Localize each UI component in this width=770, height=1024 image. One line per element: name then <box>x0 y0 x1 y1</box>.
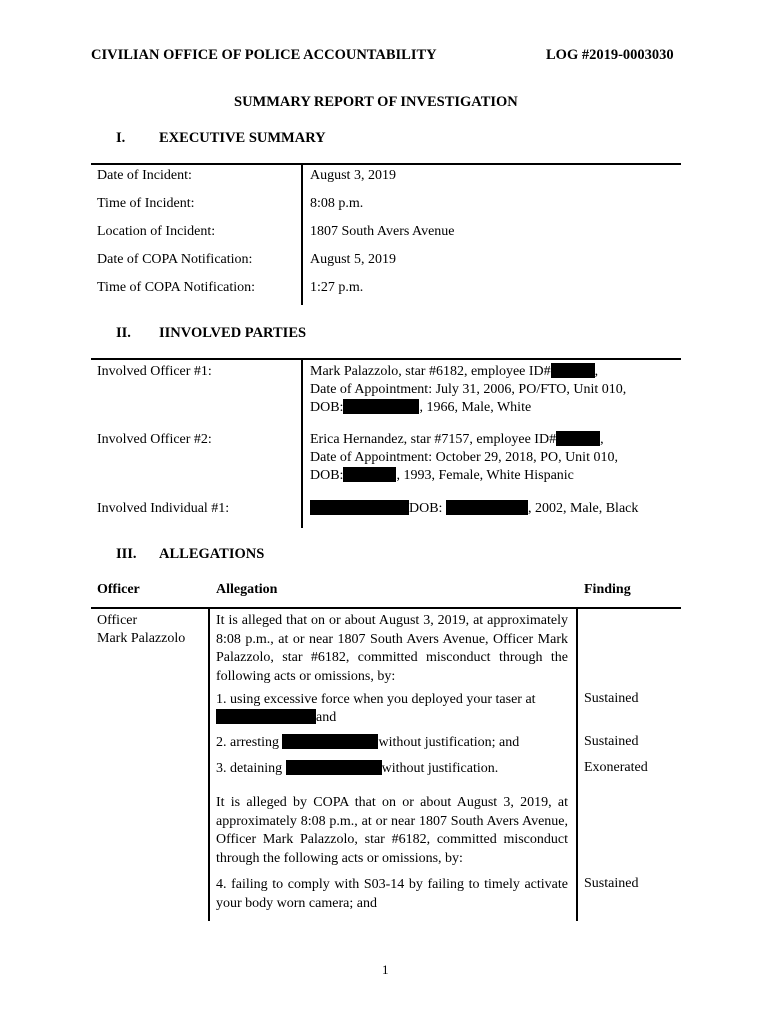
redaction-bar <box>446 500 528 515</box>
redaction-bar <box>286 760 382 775</box>
redaction-bar <box>551 363 595 378</box>
summary-value: 1807 South Avers Avenue <box>310 224 455 239</box>
summary-label: Time of Incident: <box>97 196 195 211</box>
allegation-intro: It is alleged that on or about August 3, 2019, at approximately 8:08 p.m., at or near 1807 South Avers Avenue, Officer Mark Palazzolo, star #6182, committed misconduct through the following acts or omissions, by: <box>216 613 568 684</box>
summary-value: 1:27 p.m. <box>310 280 364 295</box>
party-label: Involved Individual #1: <box>97 501 230 516</box>
allegation-finding: Sustained <box>584 876 639 891</box>
allegations-table-divider-right <box>576 607 578 921</box>
redaction-bar <box>282 734 378 749</box>
section2-number: II. <box>116 325 131 341</box>
allegations-table-rule <box>91 607 681 609</box>
summary-label: Time of COPA Notification: <box>97 280 256 295</box>
party-label: Involved Officer #1: <box>97 364 212 379</box>
summary-label: Date of COPA Notification: <box>97 252 253 267</box>
section2-table-rule <box>91 358 681 360</box>
allegation-finding: Sustained <box>584 691 639 706</box>
section1-number: I. <box>116 130 126 146</box>
allegations-table-divider-left <box>208 607 210 921</box>
redaction-bar <box>216 709 316 724</box>
column-header-officer: Officer <box>97 582 140 597</box>
report-title: SUMMARY REPORT OF INVESTIGATION <box>234 94 518 110</box>
section3-title: ALLEGATIONS <box>159 546 265 562</box>
section1-table-divider <box>301 163 303 305</box>
redaction-bar <box>310 500 409 515</box>
column-header-allegation: Allegation <box>216 582 278 597</box>
section2-table-divider <box>301 358 303 528</box>
section3-number: III. <box>116 546 137 562</box>
redaction-bar <box>556 431 600 446</box>
column-header-finding: Finding <box>584 582 631 597</box>
summary-value: August 5, 2019 <box>310 252 396 267</box>
page-number: 1 <box>382 962 389 977</box>
summary-value: 8:08 p.m. <box>310 196 364 211</box>
office-name: CIVILIAN OFFICE OF POLICE ACCOUNTABILITY <box>91 47 437 63</box>
redaction-bar <box>343 467 396 482</box>
redaction-bar <box>343 399 419 414</box>
allegation-finding: Sustained <box>584 734 639 749</box>
section1-title: EXECUTIVE SUMMARY <box>159 130 326 146</box>
party-details: Erica Hernandez, star #7157, employee ID# , Date of Appointment: October 29, 2018, PO, Unit 010, DOB: , 1993, Female, White Hispanic <box>310 432 618 483</box>
allegation-intro: It is alleged by COPA that on or about August 3, 2019, at approximately 8:08 p.m., at or near 1807 South Avers Avenue, Officer Mark Palazzolo, star #6182, committed misconduct through the following acts or omissions, by: <box>216 795 568 866</box>
party-details: DOB: , 2002, Male, Black <box>310 500 638 518</box>
section1-table-rule <box>91 163 681 165</box>
summary-label: Date of Incident: <box>97 168 192 183</box>
log-number: LOG #2019-0003030 <box>546 47 674 63</box>
summary-label: Location of Incident: <box>97 224 216 239</box>
allegation-finding: Exonerated <box>584 760 648 775</box>
party-details: Mark Palazzolo, star #6182, employee ID# , Date of Appointment: July 31, 2006, PO/FTO, Unit 010, DOB: , 1966, Male, White <box>310 364 627 415</box>
party-label: Involved Officer #2: <box>97 432 212 447</box>
section2-title: IINVOLVED PARTIES <box>159 325 307 341</box>
allegation-officer-name: Officer Mark Palazzolo <box>97 613 186 646</box>
summary-value: August 3, 2019 <box>310 168 396 183</box>
